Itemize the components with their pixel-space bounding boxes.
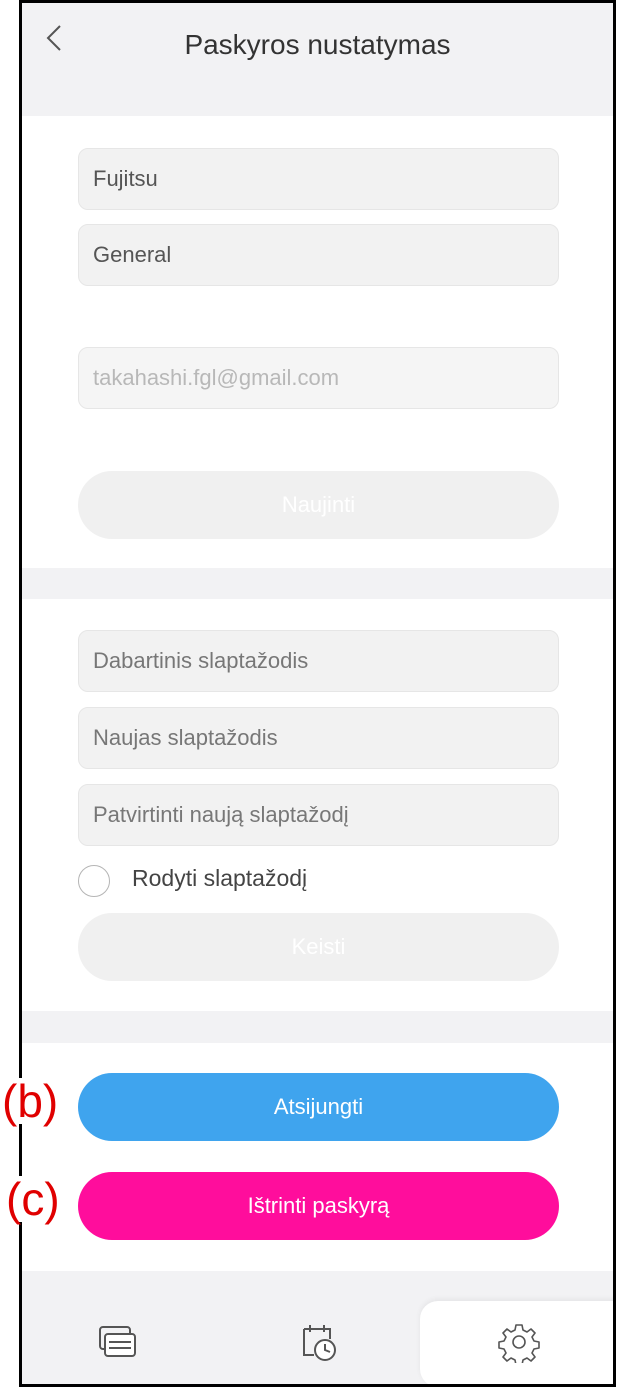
header [22, 3, 613, 116]
email-field[interactable] [78, 347, 559, 409]
tab-bar [22, 1301, 613, 1387]
timer-icon [298, 1321, 340, 1363]
show-password-radio[interactable] [78, 865, 110, 897]
update-button[interactable]: Naujinti [78, 471, 559, 539]
gear-icon [498, 1321, 540, 1363]
annotation-c: (c) [6, 1173, 60, 1225]
tab-timer[interactable] [298, 1321, 340, 1363]
page-title: Paskyros nustatymas [184, 29, 451, 60]
change-password-button[interactable]: Keisti [78, 913, 559, 981]
app-screen [19, 0, 616, 1387]
new-password-field[interactable] [78, 707, 559, 769]
delete-account-button[interactable]: Ištrinti paskyrą [78, 1172, 559, 1240]
show-password-label: Rodyti slaptažodį [132, 865, 308, 891]
first-name-field[interactable] [78, 148, 559, 210]
password-section [22, 599, 613, 1011]
tab-settings[interactable] [498, 1321, 540, 1363]
annotation-b: (b) [2, 1075, 59, 1127]
last-name-field[interactable] [78, 224, 559, 286]
devices-icon [96, 1321, 138, 1363]
tab-devices[interactable] [96, 1321, 138, 1363]
logout-button[interactable]: Atsijungti [78, 1073, 559, 1141]
account-section [22, 1043, 613, 1271]
confirm-password-field[interactable] [78, 784, 559, 846]
profile-section [22, 116, 613, 568]
current-password-field[interactable] [78, 630, 559, 692]
